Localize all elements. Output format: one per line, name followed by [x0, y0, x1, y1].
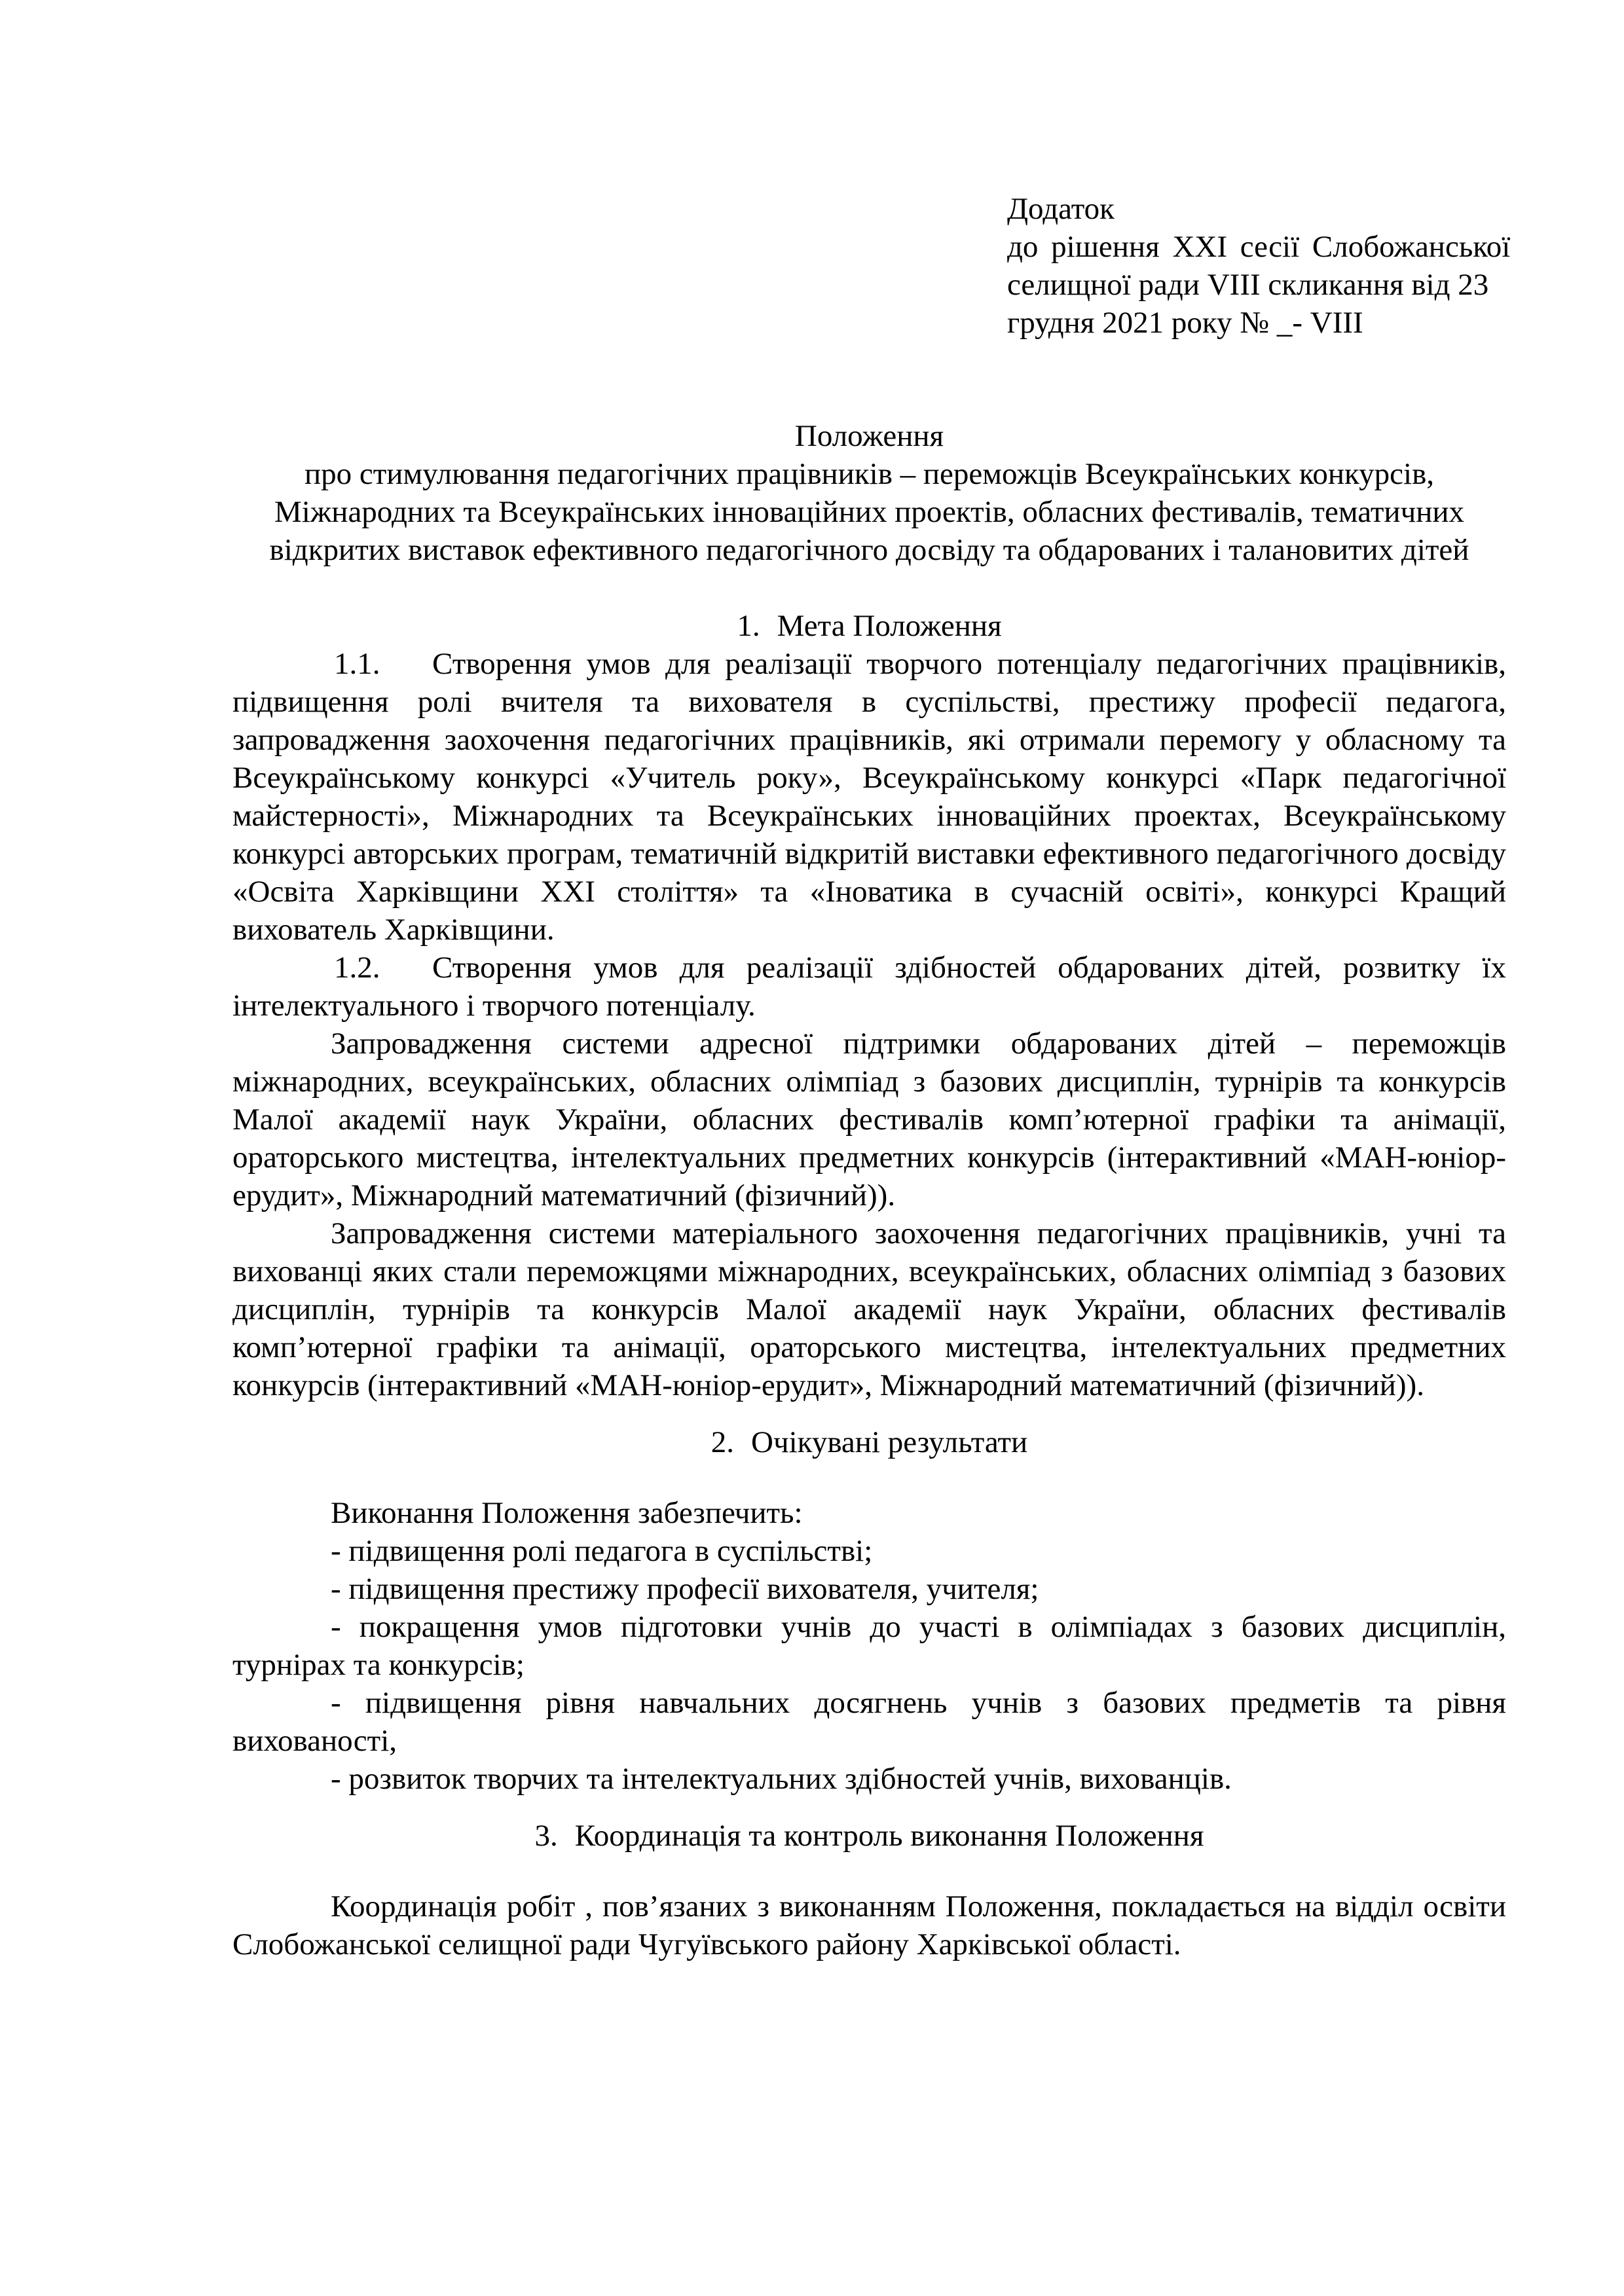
paragraph-1-1-text: Створення умов для реалізації творчого потенціалу педагогічних працівників, підвищення ролі вчителя та вихователя в суспільстві, престижу професії педагога, запровадження заохочення педагогічних працівників, які отримали перемогу у обласному та Всеукраїнському конкурсі «Учитель року», Всеукраїнському конкурсі «Парк педагогічної майстерності», Міжнародних та Всеукраїнських інноваційних проектах, Всеукраїнському конкурсі авторських програм, тематичній відкритій виставки ефективного педагогічного досвіду «Освіта Харківщини ХХІ століття» та «Іноватика в сучасній освіті», конкурсі Кращий вихователь Харківщини.: [232, 647, 1506, 947]
document-subtitle: про стимулювання педагогічних працівників – переможців Всеукраїнських конкурсів, Міжнародних та Всеукраїнських інноваційних проектів, обласних фестивалів, тематичних відкритих виставок ефективного педагогічного досвіду та обдарованих і талановитих дітей: [269, 457, 1469, 567]
section-2-number: 2.: [710, 1425, 735, 1459]
paragraph-1-2-number: 1.2.: [334, 951, 380, 985]
list-item: - розвиток творчих та інтелектуальних здібностей учнів, вихованців.: [331, 1762, 1232, 1796]
addendum-line-1: до рішення XXI сесії Слобожанської: [1007, 230, 1511, 264]
section-1-title: Мета Положення: [777, 609, 1002, 643]
section-3-title: Координація та контроль виконання Положення: [574, 1819, 1204, 1853]
document-body: [232, 417, 1506, 1963]
spacer: [232, 1798, 1506, 1817]
section-2-title: Очікувані результати: [751, 1425, 1028, 1459]
addendum-line-2: селищної ради VIII скликання від 23: [1007, 268, 1489, 302]
section-1-paragraph-3: Запровадження системи адресної підтримки обдарованих дітей – переможців міжнародних, всеукраїнських, обласних олімпіад з базових дисциплін, турнірів та конкурсів Малої академії наук України, обласних фестивалів комп’ютерної графіки та анімації, ораторського мистецтва, інтелектуальних предметних конкурсів (інтерактивний «МАН-юніор-ерудит», Міжнародний математичний (фізичний)).: [232, 1027, 1506, 1212]
spacer: [232, 1461, 1506, 1494]
section-3-heading: [232, 1817, 1506, 1855]
section-1-paragraph-2: [232, 949, 1506, 1025]
spacer: [232, 569, 1506, 607]
list-item: - покращення умов підготовки учнів до участі в олімпіадах з базових дисциплін, турнірах та конкурсів;: [232, 1610, 1506, 1682]
section-1-heading: [232, 607, 1506, 645]
section-2-heading: [232, 1423, 1506, 1461]
list-item: - підвищення престижу професії вихователя, учителя;: [331, 1572, 1039, 1606]
list-item: - підвищення ролі педагога в суспільстві;: [331, 1534, 873, 1568]
paragraph-1-1-number: 1.1.: [334, 647, 380, 681]
section-2-intro: Виконання Положення забезпечить:: [331, 1496, 803, 1530]
paragraph-1-2-text: Створення умов для реалізації здібностей обдарованих дітей, розвитку їх інтелектуального і творчого потенціалу.: [232, 951, 1506, 1023]
section-1-number: 1.: [737, 609, 760, 643]
document-title: Положення: [794, 419, 944, 453]
spacer: [232, 1404, 1506, 1423]
section-3-number: 3.: [534, 1819, 558, 1853]
spacer: [232, 1855, 1506, 1887]
section-1-paragraph-1: [232, 645, 1506, 949]
addendum-block: [1007, 190, 1518, 342]
list-item: - підвищення рівня навчальних досягнень учнів з базових предметів та рівня вихованості,: [232, 1686, 1506, 1758]
section-3-paragraph: Координація робіт , пов’язаних з виконанням Положення, покладається на відділ освіти Слобожанської селищної ради Чугуївського району Харківської області.: [232, 1889, 1506, 1961]
section-1-paragraph-4: Запровадження системи матеріального заохочення педагогічних працівників, учні та вихованці яких стали переможцями міжнародних, всеукраїнських, обласних олімпіад з базових дисциплін, турнірів та конкурсів Малої академії наук України, обласних фестивалів комп’ютерної графіки та анімації, ораторського мистецтва, інтелектуальних предметних конкурсів (інтерактивний «МАН-юніор-ерудит», Міжнародний математичний (фізичний)).: [232, 1216, 1506, 1402]
addendum-line-3: грудня 2021 року № _- VIII: [1007, 306, 1363, 340]
addendum-title: Додаток: [1007, 192, 1115, 226]
